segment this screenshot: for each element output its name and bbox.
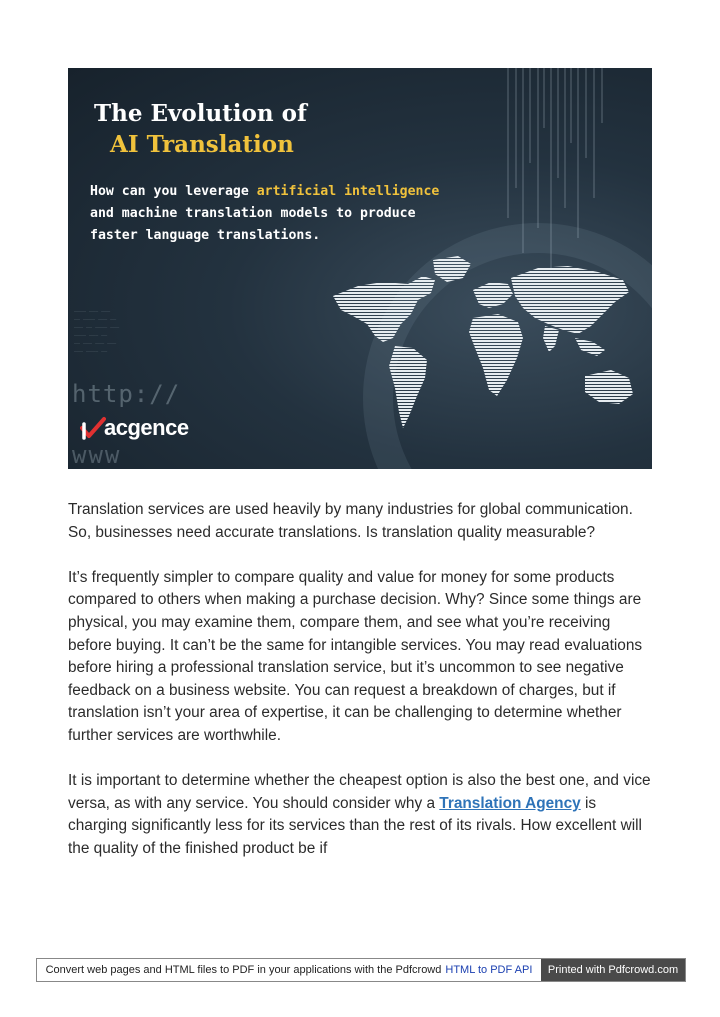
footer-text: Convert web pages and HTML files to PDF in your applications with the Pdfcrowd	[45, 964, 442, 976]
hero-title-line1: The Evolution of	[94, 100, 307, 127]
html-to-pdf-api-link[interactable]: HTML to PDF API	[445, 964, 533, 976]
paragraph-1: Translation services are used heavily by many industries for global communication. So, businesses need accurate translations. Is translation quality measurable?	[68, 501, 633, 541]
translation-agency-link[interactable]: Translation Agency	[439, 794, 581, 812]
hero-subtitle-pre: How can you leverage	[90, 184, 257, 199]
printed-with-pdfcrowd[interactable]: Printed with Pdfcrowd.com	[541, 959, 685, 981]
pdfcrowd-footer	[36, 958, 686, 982]
article-body	[68, 499, 653, 883]
hero-subtitle-line2: and machine translation models to produce	[90, 206, 416, 221]
macgence-logo	[80, 414, 189, 442]
paragraph-2: It’s frequently simpler to compare quality and value for money for some products compared to others when making a purchase decision. Why? Since some things are physical, you may examine them, compare them, and see what you’re receiving before buying. It can’t be the same for intangible services. You may read evaluations before hiring a professional translation service, but it’s uncommon to see negative feedback on a business website. You can request a breakdown of charges, but if translation isn’t your area of expertise, it can be challenging to determine whether further services are worthwhile.	[68, 568, 643, 744]
hero-http-text: http://	[72, 380, 181, 408]
paragraph-3	[68, 770, 653, 860]
hero-www-text: www	[72, 441, 122, 469]
hero-image	[68, 68, 652, 469]
paragraph-3-pre: It is important to determine whether the cheapest option is also the best one, and vice versa, as with any service. You should consider why a	[68, 772, 651, 812]
hero-subtitle-highlight: artificial intelligence	[256, 184, 440, 199]
paragraph-3-post: is charging significantly less for its services than the rest of its rivals. How excellent will the quality of the finished product be if	[68, 794, 642, 857]
logo-text: acgence	[104, 415, 189, 440]
hero-title	[94, 98, 494, 160]
hero-code-texture: ———— ——— ——— —— ———— ——— —— ——— —— ———— ——— ———— ——— —— —— ——— ——— ——— ——— ———— ——	[74, 309, 120, 355]
hero-subtitle-line3: faster language translations.	[90, 228, 321, 243]
hero-title-line2: AI Translation	[110, 131, 294, 158]
checkmark-logo-icon	[80, 416, 106, 440]
footer-message	[37, 959, 541, 981]
world-map-icon	[323, 238, 643, 438]
